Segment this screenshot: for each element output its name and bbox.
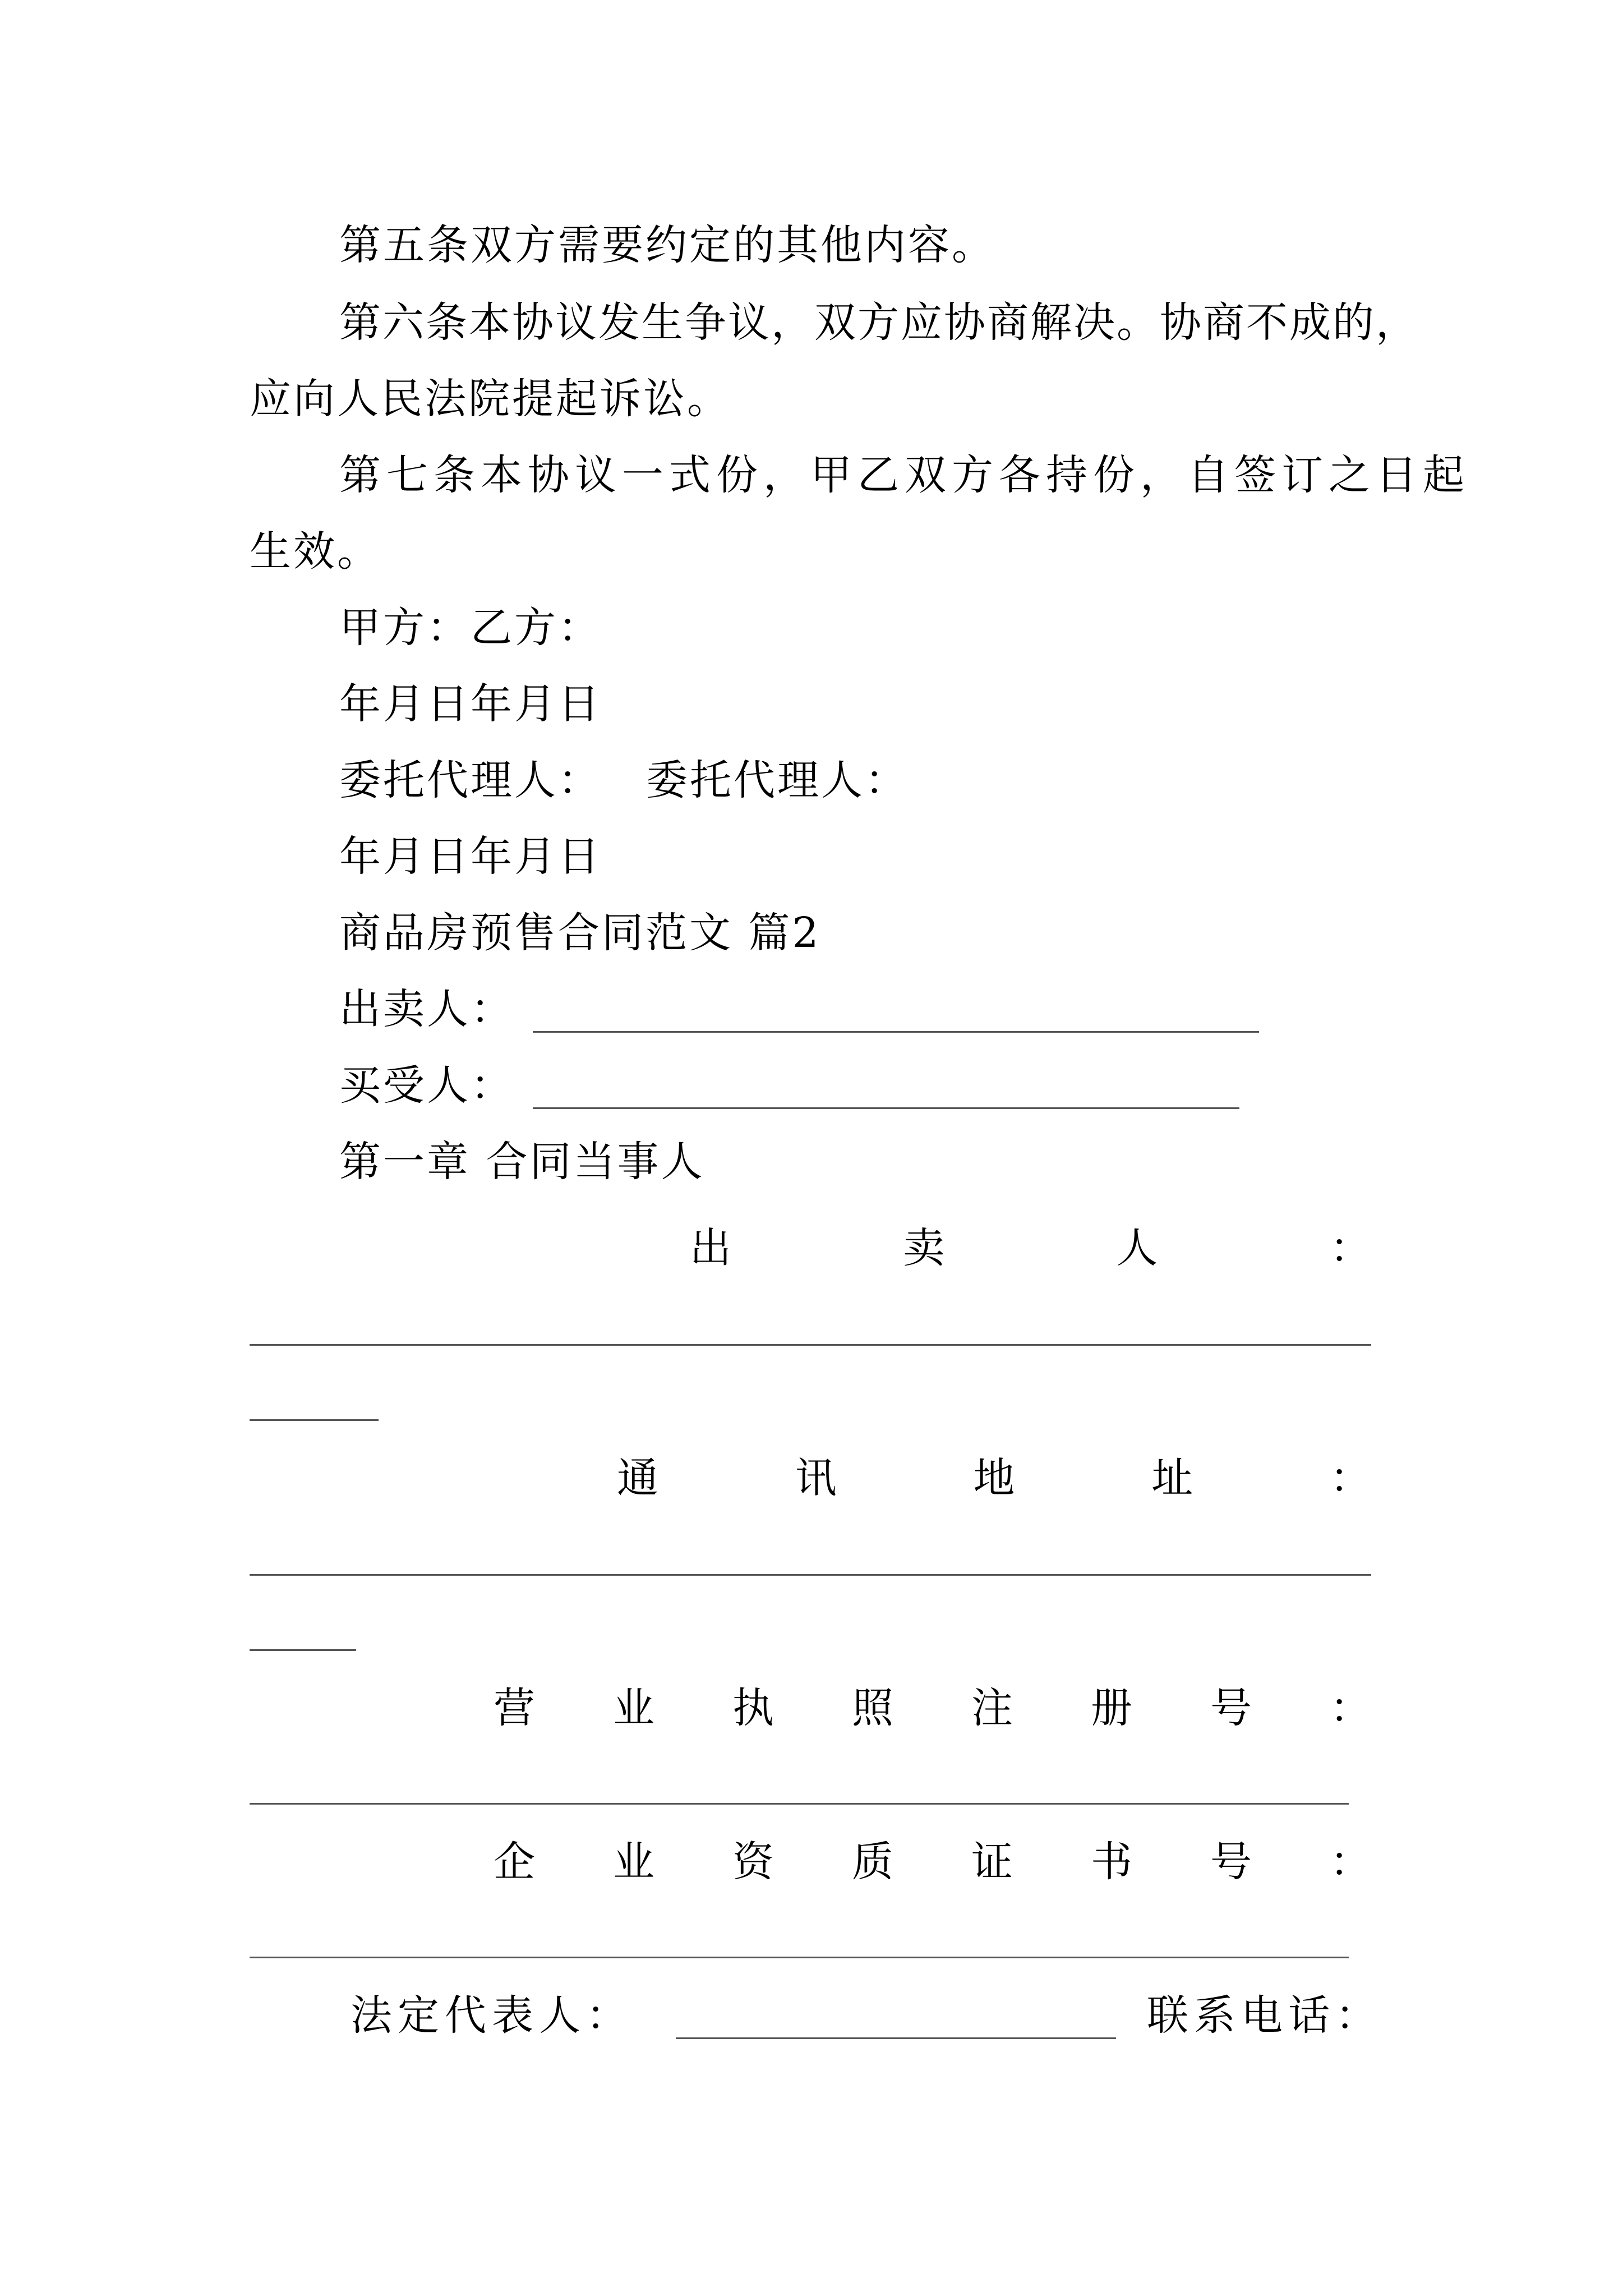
legal-rep-blank-line bbox=[676, 2037, 1116, 2039]
address-blank-line-1 bbox=[250, 1574, 1371, 1576]
license-char: 注 bbox=[971, 1684, 1013, 1732]
address-blank-line-2 bbox=[250, 1649, 356, 1651]
license-char: ： bbox=[1330, 1684, 1371, 1732]
article-7-line-2: 生效。 bbox=[250, 527, 381, 576]
article-5: 第五条双方需要约定的其他内容。 bbox=[339, 221, 995, 269]
agent-label-a: 委托代理人： bbox=[339, 756, 602, 804]
date-line-2: 年月日年月日 bbox=[339, 832, 602, 881]
article-7-line-1: 第七条本协议一式份，甲乙双方各持份，自签订之日起 bbox=[339, 451, 1470, 499]
article-6-line-1: 第六条本协议发生争议，双方应协商解决。协商不成的， bbox=[339, 298, 1419, 347]
chapter-1-title: 第一章 合同当事人 bbox=[339, 1138, 705, 1186]
license-blank-line bbox=[250, 1803, 1349, 1805]
agent-label-b: 委托代理人： bbox=[646, 756, 909, 804]
qualification-char: 质 bbox=[852, 1838, 893, 1886]
date-line-1: 年月日年月日 bbox=[339, 680, 602, 728]
seller-blank-line-1 bbox=[250, 1344, 1371, 1346]
buyer-label: 买受人： bbox=[339, 1061, 514, 1110]
qualification-char: 企 bbox=[494, 1838, 535, 1886]
seller-char: 人 bbox=[1116, 1224, 1158, 1272]
address-char: 通 bbox=[617, 1454, 658, 1502]
license-char: 号 bbox=[1210, 1684, 1252, 1732]
section-title: 商品房预售合同范文 篇2 bbox=[339, 909, 821, 957]
buyer-blank-line bbox=[533, 1107, 1239, 1109]
qualification-char: 号 bbox=[1210, 1838, 1252, 1886]
address-char: 址 bbox=[1151, 1454, 1193, 1502]
qualification-char: 资 bbox=[732, 1838, 774, 1886]
license-char: 执 bbox=[732, 1684, 774, 1732]
article-6-line-2: 应向人民法院提起诉讼。 bbox=[250, 375, 731, 423]
qualification-char: 书 bbox=[1091, 1838, 1132, 1886]
seller-char: ： bbox=[1329, 1224, 1371, 1272]
seller-char: 出 bbox=[690, 1224, 731, 1272]
license-char: 照 bbox=[852, 1684, 893, 1732]
qualification-char: 证 bbox=[971, 1838, 1013, 1886]
license-char: 册 bbox=[1091, 1684, 1132, 1732]
qualification-char: ： bbox=[1330, 1838, 1371, 1886]
qualification-char: 业 bbox=[613, 1838, 654, 1886]
address-char: 讯 bbox=[795, 1454, 837, 1502]
license-char: 业 bbox=[613, 1684, 654, 1732]
license-spaced-label bbox=[494, 1684, 1371, 1732]
qualification-spaced-label bbox=[494, 1838, 1371, 1886]
address-char: ： bbox=[1330, 1454, 1371, 1502]
license-char: 营 bbox=[494, 1684, 535, 1732]
address-spaced-label bbox=[617, 1454, 1371, 1502]
phone-label: 联系电话： bbox=[1147, 1991, 1382, 2040]
seller-blank-line-2 bbox=[250, 1419, 379, 1421]
seller-spaced-label bbox=[690, 1224, 1371, 1272]
seller-label: 出卖人： bbox=[339, 985, 514, 1033]
parties-line: 甲方：乙方： bbox=[339, 604, 602, 652]
seller-char: 卖 bbox=[903, 1224, 945, 1272]
qualification-blank-line bbox=[250, 1957, 1349, 1958]
address-char: 地 bbox=[973, 1454, 1015, 1502]
seller-blank-line bbox=[533, 1031, 1259, 1033]
legal-rep-label: 法定代表人： bbox=[351, 1991, 633, 2040]
